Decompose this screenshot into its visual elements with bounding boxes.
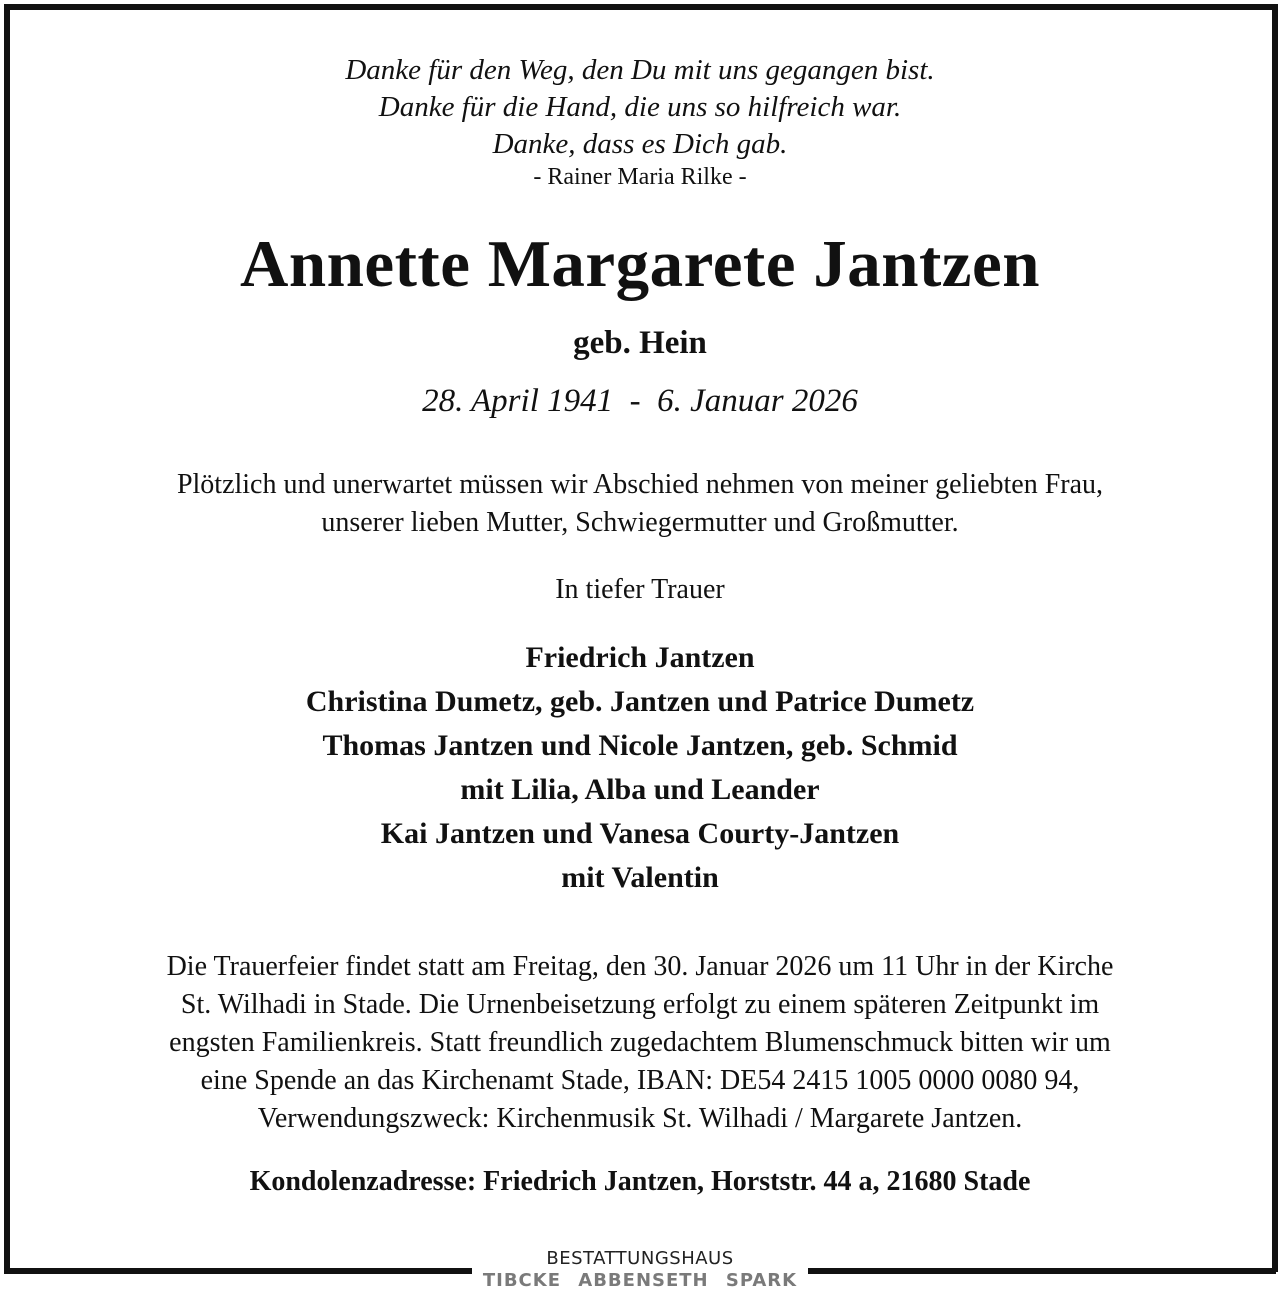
deceased-name: Annette Margarete Jantzen: [239, 227, 1041, 301]
service-line: eine Spende an das Kirchenamt Stade, IBAN: DE54 2415 1005 0000 0080 94,: [200, 1065, 1080, 1096]
condolence-address: Kondolenzadresse: Friedrich Jantzen, Horststr. 44 a, 21680 Stade: [249, 1166, 1031, 1197]
service-line: Verwendungszweck: Kirchenmusik St. Wilhadi / Margarete Jantzen.: [257, 1103, 1023, 1134]
service-details: [0, 948, 1280, 1138]
logo-title: BESTATTUNGSHAUS: [546, 1248, 734, 1269]
bottom-rule-left: [4, 1268, 472, 1274]
intro-text: [0, 466, 1280, 542]
life-dates: 28. April 1941 - 6. Januar 2026: [422, 383, 858, 419]
quote-line: Danke, dass es Dich gab.: [492, 128, 788, 160]
mourner-line: Friedrich Jantzen: [525, 641, 755, 674]
quote-author: - Rainer Maria Rilke -: [533, 164, 747, 190]
quote: [0, 52, 1280, 163]
quote-line: Danke für den Weg, den Du mit uns gegangen bist.: [345, 54, 935, 86]
service-line: St. Wilhadi in Stade. Die Urnenbeisetzung erfolgt zu einem späteren Zeitpunkt im: [180, 989, 1100, 1020]
service-line: engsten Familienkreis. Statt freundlich zugedachtem Blumenschmuck bitten wir um: [169, 1027, 1111, 1058]
mourner-line: Kai Jantzen und Vanesa Courty-Jantzen: [380, 817, 900, 850]
maiden-name: geb. Hein: [573, 325, 707, 361]
service-line: Die Trauerfeier findet statt am Freitag, den 30. Januar 2026 um 11 Uhr in der Kirche: [166, 951, 1114, 982]
mourner-line: mit Lilia, Alba und Leander: [460, 773, 820, 806]
quote-line: Danke für die Hand, die uns so hilfreich war.: [378, 91, 902, 123]
funeral-home-logo: [472, 1248, 808, 1296]
intro-line: Plötzlich und unerwartet müssen wir Abschied nehmen von meiner geliebten Frau,: [176, 469, 1104, 500]
logo-names: TIBCKE ABBENSETH SPARK: [482, 1270, 798, 1291]
intro-line: unserer lieben Mutter, Schwiegermutter und Großmutter.: [321, 507, 959, 538]
mourners-list: [0, 636, 1280, 900]
grief-line: In tiefer Trauer: [555, 574, 725, 605]
bottom-rule-right: [808, 1268, 1276, 1274]
mourner-line: Thomas Jantzen und Nicole Jantzen, geb. Schmid: [322, 729, 958, 762]
mourner-line: Christina Dumetz, geb. Jantzen und Patrice Dumetz: [305, 685, 975, 718]
mourner-line: mit Valentin: [561, 861, 719, 894]
